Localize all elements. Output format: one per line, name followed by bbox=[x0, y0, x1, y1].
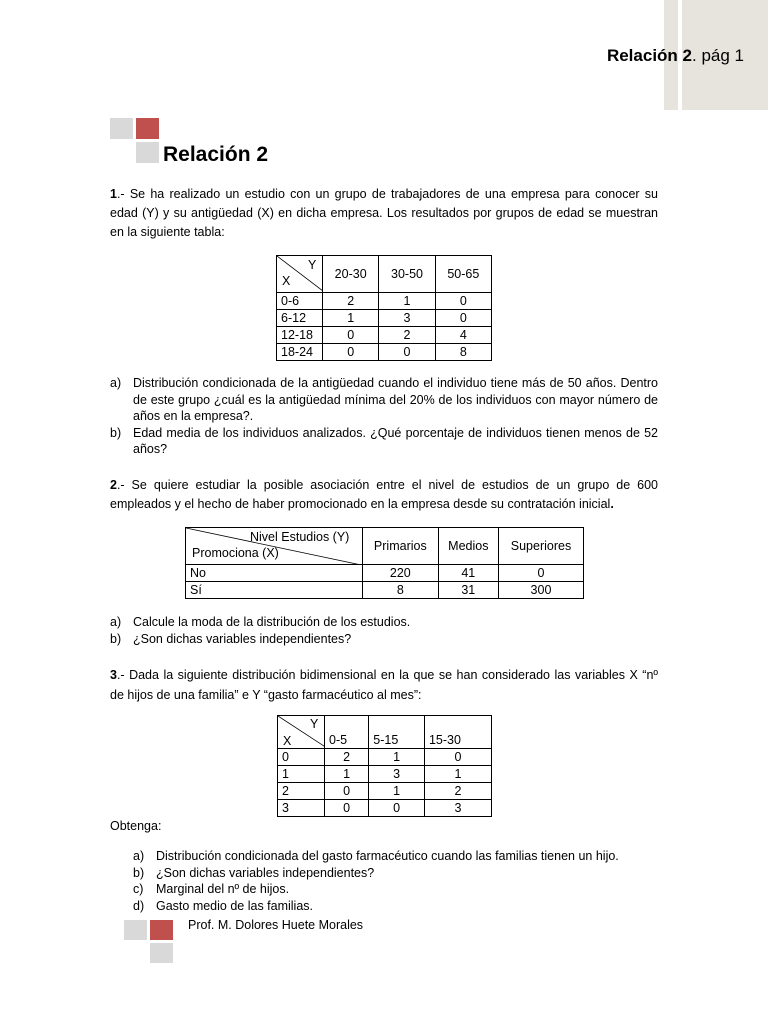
table-row: 0 2 1 0 bbox=[278, 749, 492, 766]
title-square-red bbox=[136, 118, 159, 139]
table-row: 18-24 0 0 8 bbox=[277, 344, 492, 361]
header-title: Relación 2. pág 1 bbox=[606, 46, 744, 65]
q1-col-header: 50-65 bbox=[435, 256, 491, 293]
q2-items bbox=[110, 614, 658, 647]
table-row: 12-18 0 2 4 bbox=[277, 327, 492, 344]
q2-col-header: Superiores bbox=[498, 528, 583, 565]
list-item: a) Distribución condicionada del gasto farmacéutico cuando las familias tienen un hijo. bbox=[133, 849, 619, 863]
q2-col-header: Medios bbox=[438, 528, 498, 565]
q2-col-header: Primarios bbox=[363, 528, 439, 565]
q1-table bbox=[276, 255, 492, 361]
page-title: Relación 2 bbox=[163, 143, 269, 166]
footer-square-grey-2 bbox=[150, 943, 173, 963]
q1-col-header: 30-50 bbox=[379, 256, 435, 293]
table-row: Sí 8 31 300 bbox=[186, 582, 584, 599]
table-row: 1 1 3 1 bbox=[278, 766, 492, 783]
title-square-grey-1 bbox=[110, 118, 133, 139]
q2-table bbox=[185, 527, 584, 599]
q3-table-corner: Y X bbox=[278, 716, 325, 749]
q3-items bbox=[133, 848, 673, 914]
q3-col-header: 5-15 bbox=[369, 716, 425, 749]
q3-text: 3.- Dada la siguiente distribución bidimensional en la que se han considerado las variables X “nº de hijos de una familia” e Y “gasto farmacéutico al mes”: bbox=[110, 668, 658, 702]
footer-author: Prof. M. Dolores Huete Morales bbox=[188, 918, 364, 932]
footer-square-grey-1 bbox=[124, 920, 147, 940]
q2-text: 2.- Se quiere estudiar la posible asociación entre el nivel de estudios de un grupo de 600 empleados y el hecho de haber promocionado en la empresa desde su contratación inicial. bbox=[110, 478, 658, 511]
q1-text: 1.- Se ha realizado un estudio con un grupo de trabajadores de una empresa para conocer su edad (Y) y su antigüedad (X) en dicha empresa. Los resultados por grupos de edad se muestran en la siguiente tabla: bbox=[110, 187, 658, 239]
q3-col-header: 0-5 bbox=[325, 716, 369, 749]
table-row: 3 0 0 3 bbox=[278, 800, 492, 817]
q1-items bbox=[110, 375, 658, 458]
table-row: No 220 41 0 bbox=[186, 565, 584, 582]
title-square-grey-2 bbox=[136, 142, 159, 163]
list-item: b) ¿Son dichas variables independientes? bbox=[133, 865, 375, 880]
list-item: b) Edad media de los individuos analizados. ¿Qué porcentaje de individuos tienen menos de 52 años? bbox=[110, 425, 658, 456]
footer-square-red bbox=[150, 920, 173, 940]
table-row: 6-12 1 3 0 bbox=[277, 310, 492, 327]
q2-table-corner: Nivel Estudios (Y) Promociona (X) bbox=[186, 528, 363, 565]
table-row: 2 0 1 2 bbox=[278, 783, 492, 800]
list-item: c) Marginal del nº de hijos. bbox=[133, 882, 290, 896]
list-item: a) Distribución condicionada de la antigüedad cuando el individuo tiene más de 50 años. Dentro de este grupo ¿cuál es la antigüedad mínima del 20% de los individuos con mayor número de años en la empresa?. bbox=[110, 376, 658, 423]
q3-col-header: 15-30 bbox=[424, 716, 491, 749]
q3-obtenga: Obtenga: bbox=[110, 819, 162, 833]
q3-table bbox=[277, 715, 492, 817]
q1-col-header: 20-30 bbox=[323, 256, 379, 293]
list-item: a) Calcule la moda de la distribución de los estudios. bbox=[110, 615, 411, 629]
list-item: b) ¿Son dichas variables independientes? bbox=[110, 631, 352, 646]
list-item: d) Gasto medio de las familias. bbox=[133, 898, 314, 913]
table-row: 0-6 2 1 0 bbox=[277, 293, 492, 310]
q1-table-corner: Y X bbox=[277, 256, 323, 293]
